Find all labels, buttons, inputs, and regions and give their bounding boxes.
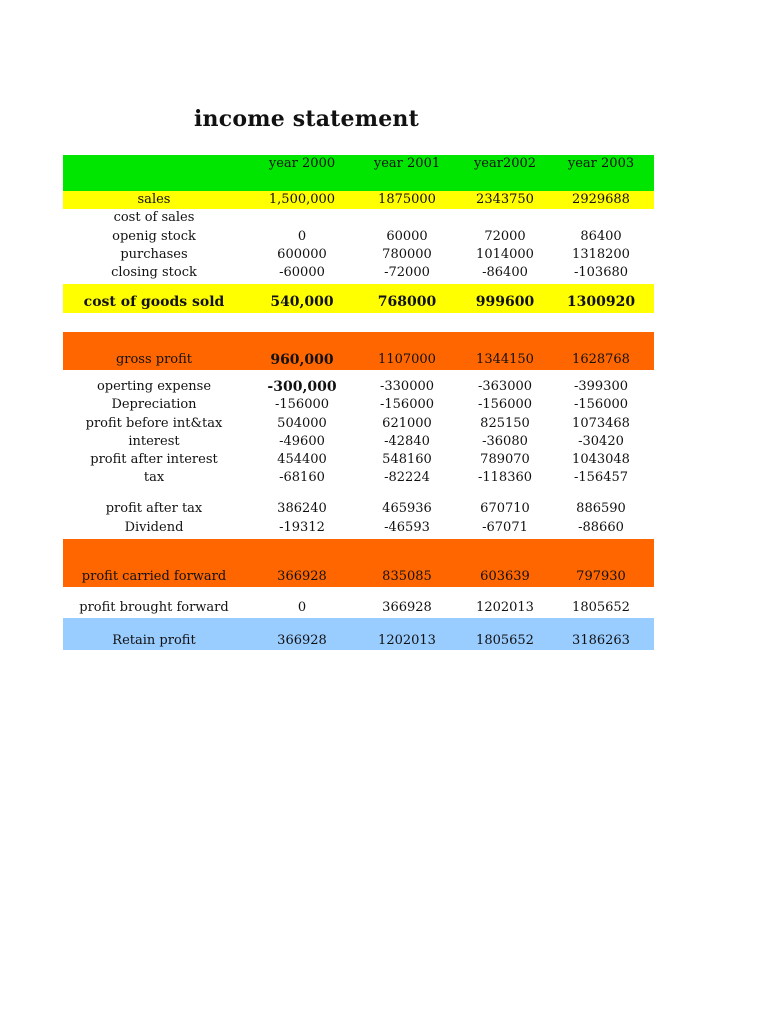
cell-value: -88660 — [578, 520, 624, 535]
row-label: profit carried forward — [81, 569, 227, 584]
row-label: Dividend — [124, 520, 184, 535]
row-label: profit after interest — [90, 452, 218, 467]
cell-value: -86400 — [482, 265, 528, 280]
profit-after-interest-row — [63, 451, 654, 469]
closing-stock-row — [63, 264, 654, 282]
cell-value: 3186263 — [572, 633, 630, 648]
cell-value: 670710 — [480, 501, 530, 516]
opening-stock-row — [63, 228, 654, 246]
cell-value: -300,000 — [267, 379, 337, 395]
cell-value: 780000 — [382, 247, 432, 262]
cell-value: 1875000 — [378, 192, 436, 207]
cell-value: -156000 — [274, 397, 330, 412]
gross-profit-row — [63, 351, 654, 369]
cell-value: 886590 — [576, 501, 626, 516]
cell-value: -60000 — [279, 265, 325, 280]
cell-value: 72000 — [484, 229, 526, 244]
retain-profit-row — [63, 632, 654, 650]
cost-of-sales-row — [63, 209, 654, 227]
row-label: gross profit — [115, 352, 193, 367]
cell-value: 366928 — [382, 600, 432, 615]
cell-value: 768000 — [377, 294, 437, 310]
cell-value: -103680 — [573, 265, 629, 280]
cell-value: 465936 — [382, 501, 432, 516]
year-header: year 2003 — [567, 156, 635, 171]
cell-value: 1043048 — [572, 452, 630, 467]
cell-value: 548160 — [382, 452, 432, 467]
row-label: sales — [137, 192, 171, 207]
cell-value: 0 — [297, 229, 307, 244]
cell-value: 1202013 — [378, 633, 436, 648]
cell-value: 1014000 — [476, 247, 534, 262]
cogs-row — [63, 293, 654, 311]
cell-value: -19312 — [279, 520, 325, 535]
cell-value: 454400 — [277, 452, 327, 467]
purchases-row — [63, 246, 654, 264]
year-header: year2002 — [473, 156, 537, 171]
cell-value: -68160 — [279, 470, 325, 485]
cell-value: -30420 — [578, 434, 624, 449]
cell-value: 603639 — [480, 569, 530, 584]
cell-value: 1107000 — [378, 352, 436, 367]
cell-value: 1073468 — [572, 416, 630, 431]
year-header: year 2001 — [373, 156, 441, 171]
profit-before-row — [63, 415, 654, 433]
cell-value: -49600 — [279, 434, 325, 449]
cell-value: 1628768 — [572, 352, 630, 367]
cell-value: 60000 — [386, 229, 428, 244]
cell-value: 999600 — [475, 294, 535, 310]
row-label: openig stock — [112, 229, 196, 244]
cell-value: 1300920 — [566, 294, 636, 310]
year-header-row — [63, 155, 654, 173]
year-header: year 2000 — [268, 156, 336, 171]
row-label: profit after tax — [105, 501, 203, 516]
cell-value: -42840 — [384, 434, 430, 449]
profit-after-tax-row — [63, 500, 654, 518]
cell-value: 600000 — [277, 247, 327, 262]
cell-value: 789070 — [480, 452, 530, 467]
row-label: operting expense — [96, 379, 212, 394]
row-label: Retain profit — [112, 633, 196, 648]
cell-value: -156000 — [477, 397, 533, 412]
cell-value: -46593 — [384, 520, 430, 535]
cell-value: 1805652 — [476, 633, 534, 648]
cell-value: 540,000 — [270, 294, 334, 310]
cell-value: -82224 — [384, 470, 430, 485]
cell-value: 835085 — [382, 569, 432, 584]
cell-value: -330000 — [379, 379, 435, 394]
cell-value: 366928 — [277, 569, 327, 584]
profit-brought-row — [63, 599, 654, 617]
cell-value: 504000 — [277, 416, 327, 431]
operating-expense-row — [63, 378, 654, 396]
cell-value: 86400 — [580, 229, 622, 244]
cell-value: -399300 — [573, 379, 629, 394]
row-label: cost of goods sold — [83, 294, 225, 310]
dividend-row — [63, 519, 654, 537]
cell-value: 1,500,000 — [268, 192, 336, 207]
cell-value: -156000 — [573, 397, 629, 412]
cell-value: 366928 — [277, 633, 327, 648]
row-label: closing stock — [111, 265, 197, 280]
cell-value: -72000 — [384, 265, 430, 280]
page-title: income statement — [194, 106, 419, 132]
row-label: tax — [143, 470, 165, 485]
cell-value: -36080 — [482, 434, 528, 449]
depreciation-row — [63, 396, 654, 414]
cell-value: 2343750 — [476, 192, 534, 207]
row-label: profit brought forward — [79, 600, 229, 615]
cell-value: -363000 — [477, 379, 533, 394]
row-label: profit before int&tax — [85, 416, 223, 431]
cell-value: 2929688 — [572, 192, 630, 207]
cell-value: 797930 — [576, 569, 626, 584]
cell-value: -67071 — [482, 520, 528, 535]
cell-value: 1318200 — [572, 247, 630, 262]
cell-value: -156000 — [379, 397, 435, 412]
tax-row — [63, 469, 654, 487]
row-label: cost of sales — [113, 210, 195, 225]
profit-carried-row — [63, 568, 654, 586]
cell-value: 0 — [297, 600, 307, 615]
cell-value: 1202013 — [476, 600, 534, 615]
row-label: Depreciation — [111, 397, 197, 412]
cell-value: -156457 — [573, 470, 629, 485]
row-label: interest — [128, 434, 180, 449]
row-label: purchases — [120, 247, 188, 262]
cell-value: 1344150 — [476, 352, 534, 367]
cell-value: 621000 — [382, 416, 432, 431]
cell-value: -118360 — [477, 470, 533, 485]
cell-value: 1805652 — [572, 600, 630, 615]
cell-value: 825150 — [480, 416, 530, 431]
interest-row — [63, 433, 654, 451]
cell-value: 386240 — [277, 501, 327, 516]
sales-row — [63, 191, 654, 209]
cell-value: 960,000 — [270, 352, 334, 368]
